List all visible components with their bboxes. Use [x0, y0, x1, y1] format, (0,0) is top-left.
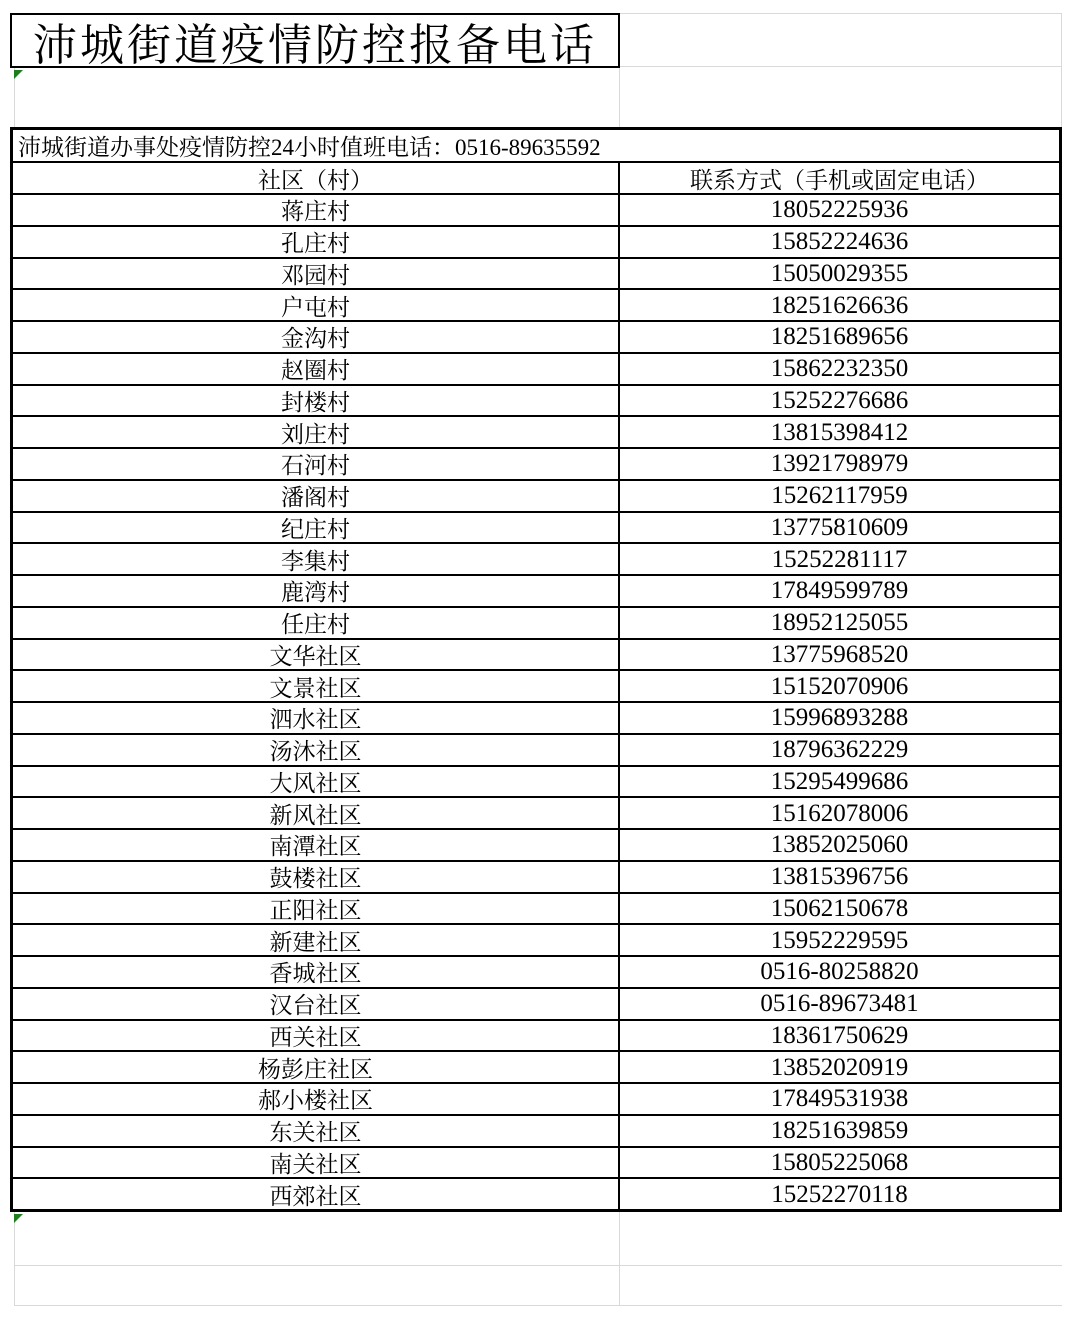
gridline-right-v-top: [1061, 13, 1062, 127]
table-row: [13, 415, 1059, 447]
table-row: [13, 701, 1059, 733]
table-row: [13, 225, 1059, 257]
phone-number: 15252281117: [771, 545, 908, 573]
table-row: [13, 955, 1059, 987]
phone-number: 15252276686: [770, 386, 909, 414]
table-row: [13, 1082, 1059, 1114]
community-name: 正阳社区: [13, 894, 620, 924]
phone-number: 17849599789: [770, 577, 909, 605]
community-name: 户屯村: [13, 290, 620, 320]
community-name: 封楼村: [13, 386, 620, 416]
table-row: [13, 1177, 1059, 1209]
gridline-left-v-bottom: [14, 1212, 15, 1306]
community-name: 石河村: [13, 449, 620, 479]
community-name: 金沟村: [13, 322, 620, 352]
table-row: [13, 638, 1059, 670]
community-name: 鹿湾村: [13, 576, 620, 606]
table-row: [13, 257, 1059, 289]
phone-number: 13921798979: [770, 450, 909, 478]
table-row: [13, 384, 1059, 416]
table-row: [13, 923, 1059, 955]
table-row: [13, 479, 1059, 511]
hotline-row: [13, 130, 1059, 161]
table-row: [13, 828, 1059, 860]
community-name: 文华社区: [13, 640, 620, 670]
community-name: 泗水社区: [13, 703, 620, 733]
cell-error-marker-top-icon: [14, 70, 23, 79]
phone-number: 15252270118: [771, 1180, 908, 1208]
community-name: 刘庄村: [13, 417, 620, 447]
community-name: 孔庄村: [13, 227, 620, 257]
table-row: [13, 796, 1059, 828]
table-row: [13, 352, 1059, 384]
community-name: 西关社区: [13, 1021, 620, 1051]
community-name: 汉台社区: [13, 989, 620, 1019]
table-row: [13, 1050, 1059, 1082]
community-name: 鼓楼社区: [13, 862, 620, 892]
community-name: 杨彭庄社区: [13, 1052, 620, 1082]
table-row: [13, 987, 1059, 1019]
gridline-titlerow-bottom-right: [620, 66, 1062, 67]
table-row: [13, 1114, 1059, 1146]
cell-error-marker-bottom-icon: [14, 1214, 23, 1223]
phone-number: 15852224636: [770, 228, 909, 256]
table-header-row: [13, 161, 1059, 193]
community-name: 南潭社区: [13, 830, 620, 860]
community-name: 赵圈村: [13, 354, 620, 384]
table-row: [13, 1019, 1059, 1051]
table-row: [13, 765, 1059, 797]
table-row: [13, 1146, 1059, 1178]
column-header-community: 社区（村）: [13, 163, 620, 193]
community-name: 汤沐社区: [13, 735, 620, 765]
community-name: 潘阁村: [13, 481, 620, 511]
community-name: 邓园村: [13, 259, 620, 289]
community-name: 任庄村: [13, 608, 620, 638]
community-name: 李集村: [13, 544, 620, 574]
phone-table: [10, 127, 1062, 1212]
gridline-top-h: [620, 13, 1062, 14]
table-row: [13, 860, 1059, 892]
community-name: 大风社区: [13, 767, 620, 797]
table-row: [13, 511, 1059, 543]
community-name: 蒋庄村: [13, 195, 620, 225]
table-row: [13, 542, 1059, 574]
phone-number: 15062150678: [770, 894, 909, 922]
phone-number: 18052225936: [770, 196, 909, 224]
phone-number: 18796362229: [770, 736, 909, 764]
phone-number: 15952229595: [770, 926, 909, 954]
phone-number: 18251626636: [770, 291, 909, 319]
table-row: [13, 320, 1059, 352]
table-row: [13, 447, 1059, 479]
gridline-mid-v-top: [619, 66, 620, 127]
phone-number: 15862232350: [770, 355, 909, 383]
gridline-bottom-h2: [14, 1305, 1062, 1306]
phone-number: 0516-80258820: [760, 958, 919, 986]
phone-number: 13852020919: [770, 1053, 909, 1081]
gridline-mid-v-bottom: [619, 1212, 620, 1306]
phone-number: 15152070906: [770, 672, 909, 700]
phone-number: 13852025060: [770, 831, 909, 859]
phone-number: 18251639859: [770, 1117, 909, 1145]
phone-number: 15162078006: [770, 799, 909, 827]
phone-number: 13815398412: [770, 418, 909, 446]
community-name: 郝小楼社区: [13, 1084, 620, 1114]
page-title: 沛城街道疫情防控报备电话: [33, 20, 597, 70]
community-name: 新建社区: [13, 925, 620, 955]
table-row: [13, 288, 1059, 320]
phone-number: 15996893288: [770, 704, 909, 732]
table-row: [13, 733, 1059, 765]
phone-number: 15295499686: [770, 767, 909, 795]
community-name: 新风社区: [13, 798, 620, 828]
table-row: [13, 193, 1059, 225]
phone-number: 18251689656: [770, 323, 909, 351]
phone-number: 15805225068: [770, 1148, 909, 1176]
phone-number: 18361750629: [770, 1021, 909, 1049]
hotline-text: 沛城街道办事处疫情防控24小时值班电话：0516-89635592: [18, 135, 601, 160]
table-row: [13, 574, 1059, 606]
table-row: [13, 892, 1059, 924]
gridline-bottom-h1: [14, 1265, 1062, 1266]
community-name: 纪庄村: [13, 513, 620, 543]
phone-number: 18952125055: [770, 609, 909, 637]
phone-number: 13775968520: [770, 640, 909, 668]
community-name: 香城社区: [13, 957, 620, 987]
community-name: 南关社区: [13, 1148, 620, 1178]
table-row: [13, 606, 1059, 638]
phone-number: 0516-89673481: [760, 990, 919, 1018]
community-name: 西郊社区: [13, 1179, 620, 1209]
phone-number: 13815396756: [770, 863, 909, 891]
title-cell: [10, 13, 620, 68]
community-name: 文景社区: [13, 671, 620, 701]
phone-number: 15050029355: [770, 259, 909, 287]
table-row: [13, 669, 1059, 701]
phone-number: 17849531938: [770, 1085, 909, 1113]
phone-number: 13775810609: [770, 513, 909, 541]
community-name: 东关社区: [13, 1116, 620, 1146]
column-header-contact: 联系方式（手机或固定电话）: [690, 167, 989, 193]
phone-number: 15262117959: [771, 482, 908, 510]
